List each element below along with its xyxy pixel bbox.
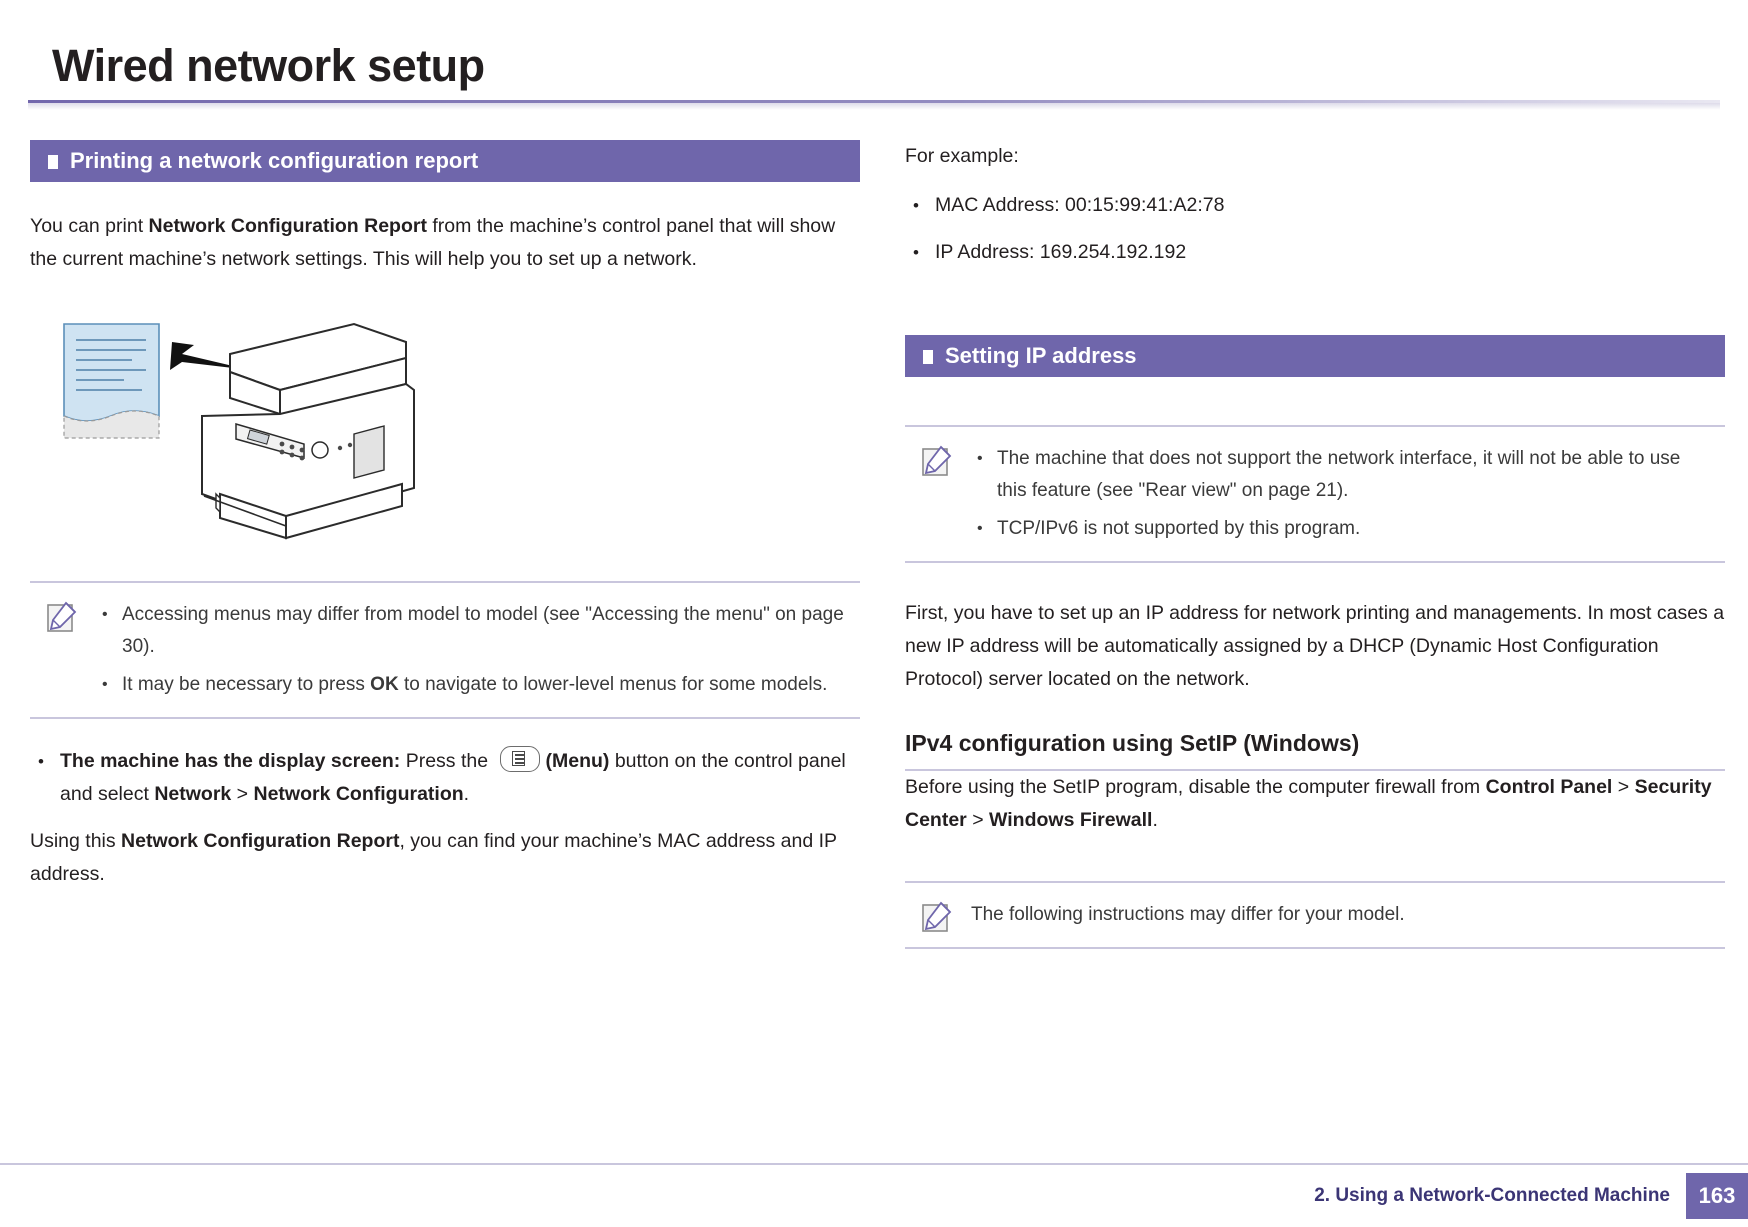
firewall-sep2: > — [966, 809, 990, 831]
title-divider-shadow — [28, 103, 1720, 110]
note-pencil-icon — [919, 445, 953, 479]
note-item-suffix: to navigate to lower-level menus for some models. — [398, 674, 828, 695]
note-item: • TCP/IPv6 is not supported by this program. — [971, 513, 1715, 545]
firewall-bold-control-panel: Control Panel — [1485, 776, 1613, 798]
section-heading-label: Setting IP address — [945, 343, 1137, 368]
intro-part2: from the machine’s control panel that will show the current machine’s network settings. This will help you to set up a network. — [30, 215, 836, 270]
closing-part1: Using this — [30, 830, 122, 852]
closing-bold-report: Network Configuration Report — [121, 830, 400, 852]
note-item: • Accessing menus may differ from model to model (see "Accessing the menu" on page 30). — [96, 599, 850, 663]
footer-page-number: 163 — [1686, 1173, 1748, 1219]
bullet-separator: > — [231, 783, 254, 805]
note-item-prefix: It may be necessary to press — [122, 674, 371, 695]
note-box-network-interface — [905, 425, 1725, 563]
note-item — [96, 669, 850, 701]
bullet-text2: button on the control panel and select — [60, 750, 846, 805]
page-footer — [1314, 1173, 1748, 1219]
firewall-bold-windows-firewall: Windows Firewall — [989, 809, 1153, 831]
bullet-bold-menu: (Menu) — [545, 750, 610, 772]
note-pencil-icon — [919, 901, 953, 935]
footer-chapter-label: 2. Using a Network-Connected Machine — [1314, 1173, 1686, 1219]
bullet-text1: Press the — [400, 750, 494, 772]
firewall-bold-security-center: Security Center — [905, 776, 1712, 831]
bullet-bold-network: Network — [154, 783, 232, 805]
note-box-instructions-differ — [905, 881, 1725, 949]
bullet-bold-network-configuration: Network Configuration — [253, 783, 464, 805]
list-item: • MAC Address: 00:15:99:41:A2:78 — [905, 189, 1725, 222]
intro-paragraph — [30, 210, 860, 276]
firewall-paragraph — [905, 771, 1725, 837]
display-screen-bullet-list — [30, 745, 860, 811]
note-text: The following instructions may differ for your model. — [971, 904, 1405, 925]
firewall-sep1: > — [1612, 776, 1635, 798]
intro-part1: You can print — [30, 215, 149, 237]
menu-key-icon — [500, 746, 540, 772]
footer-divider — [0, 1163, 1748, 1165]
section-heading-label: Printing a network configuration report — [70, 148, 479, 173]
section-heading-setting-ip — [905, 335, 1725, 377]
list-item: • IP Address: 169.254.192.192 — [905, 236, 1725, 269]
section-marker-icon — [48, 155, 58, 169]
left-column — [30, 140, 860, 913]
bullet-text3: . — [463, 783, 470, 805]
note-item-bold-ok: OK — [370, 674, 399, 695]
bullet-bold-lead: The machine has the display screen: — [60, 750, 401, 772]
closing-part2: , you can find your machine’s MAC address and IP address. — [30, 830, 837, 885]
page-title: Wired network setup — [52, 40, 485, 92]
section-marker-icon — [923, 350, 933, 364]
subheading-ipv4-setip: IPv4 configuration using SetIP (Windows) — [905, 730, 1725, 771]
note-box-accessing-menus — [30, 581, 860, 719]
note-pencil-icon — [44, 601, 78, 635]
firewall-part1: Before using the SetIP program, disable the computer firewall from — [905, 776, 1486, 798]
intro-bold-report: Network Configuration Report — [148, 215, 427, 237]
example-label: For example: — [905, 145, 1019, 167]
display-screen-bullet — [30, 745, 860, 811]
firewall-part2: . — [1152, 809, 1158, 831]
printer-with-report-illustration — [54, 298, 474, 563]
closing-paragraph — [30, 825, 860, 891]
ip-address-paragraph: First, you have to set up an IP address for network printing and managements. In most cases a new IP address will be automatically assigned by a DHCP (Dynamic Host Configuration Protocol) server located on the network. — [905, 602, 1725, 690]
right-column — [905, 140, 1725, 975]
example-list — [905, 189, 1725, 269]
note-item: • The machine that does not support the network interface, it will not be able to use this feature (see "Rear view" on page 21). — [971, 443, 1715, 507]
section-heading-printing-report — [30, 140, 860, 182]
